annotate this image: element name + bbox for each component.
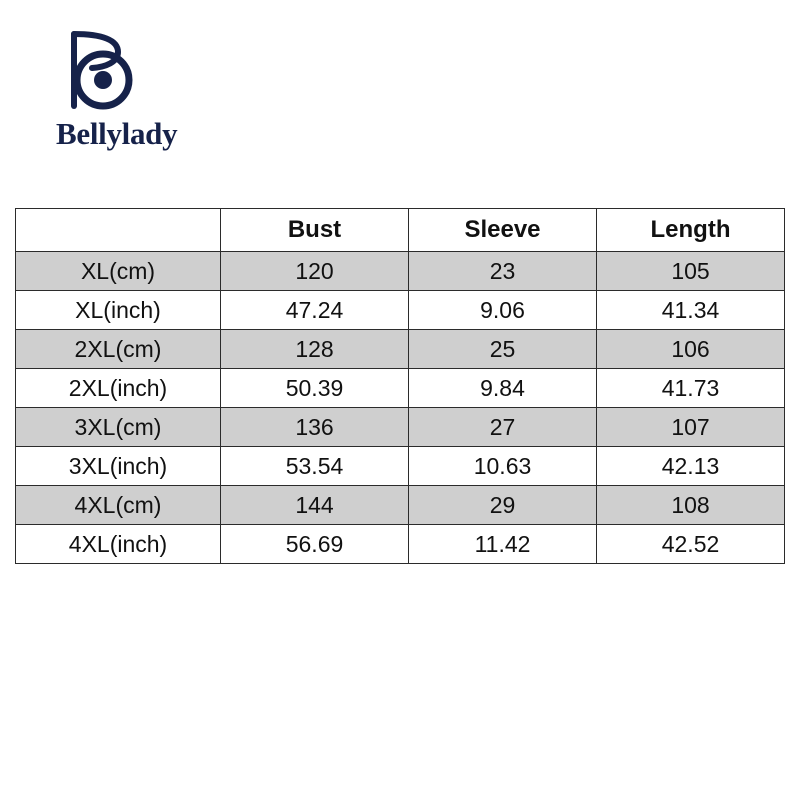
table-row [16, 291, 785, 330]
cell-bust: 53.54 [221, 447, 409, 486]
cell-sleeve: 27 [409, 408, 597, 447]
cell-length: 105 [597, 252, 785, 291]
cell-length: 106 [597, 330, 785, 369]
cell-sleeve: 10.63 [409, 447, 597, 486]
table-row [16, 447, 785, 486]
cell-length: 108 [597, 486, 785, 525]
row-label: 3XL(cm) [16, 408, 221, 447]
cell-length: 41.73 [597, 369, 785, 408]
table-row [16, 525, 785, 564]
cell-bust: 120 [221, 252, 409, 291]
row-label: 3XL(inch) [16, 447, 221, 486]
brand-name: Bellylady [56, 116, 178, 151]
row-label: 4XL(cm) [16, 486, 221, 525]
cell-sleeve: 9.84 [409, 369, 597, 408]
table-row [16, 408, 785, 447]
cell-sleeve: 9.06 [409, 291, 597, 330]
row-label: 4XL(inch) [16, 525, 221, 564]
column-header-size [16, 209, 221, 252]
size-chart-table [15, 208, 785, 564]
cell-sleeve: 23 [409, 252, 597, 291]
table-row [16, 252, 785, 291]
column-header-sleeve: Sleeve [409, 209, 597, 252]
table-row [16, 369, 785, 408]
cell-bust: 136 [221, 408, 409, 447]
table-row [16, 486, 785, 525]
cell-bust: 128 [221, 330, 409, 369]
cell-sleeve: 11.42 [409, 525, 597, 564]
row-label: 2XL(inch) [16, 369, 221, 408]
cell-bust: 47.24 [221, 291, 409, 330]
row-label: 2XL(cm) [16, 330, 221, 369]
cell-sleeve: 25 [409, 330, 597, 369]
table-header-row [16, 209, 785, 252]
cell-bust: 50.39 [221, 369, 409, 408]
cell-bust: 144 [221, 486, 409, 525]
table-row [16, 330, 785, 369]
brand-logo [56, 28, 316, 152]
column-header-length: Length [597, 209, 785, 252]
size-chart-body [16, 252, 785, 564]
cell-length: 107 [597, 408, 785, 447]
column-header-bust: Bust [221, 209, 409, 252]
size-chart-header [16, 209, 785, 252]
cell-sleeve: 29 [409, 486, 597, 525]
row-label: XL(inch) [16, 291, 221, 330]
cell-length: 42.52 [597, 525, 785, 564]
row-label: XL(cm) [16, 252, 221, 291]
cell-bust: 56.69 [221, 525, 409, 564]
cell-length: 42.13 [597, 447, 785, 486]
cell-length: 41.34 [597, 291, 785, 330]
size-chart-table-container [15, 208, 785, 564]
bellylady-monogram-icon [56, 28, 148, 114]
